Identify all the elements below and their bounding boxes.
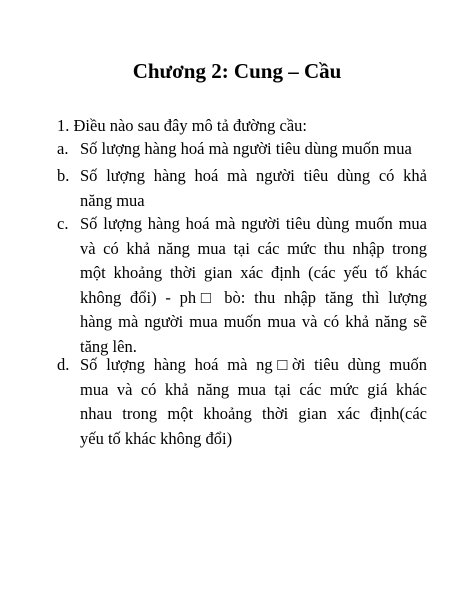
option-marker: a. [57, 139, 69, 158]
option-line: Số lượng hàng hoá mà người tiêu dùng muốn mua [80, 139, 412, 158]
option-line: năng mua [80, 190, 145, 210]
option-line: và có khả năng mua tại các mức thu nhập trong [80, 238, 427, 258]
chapter-title: Chương 2: Cung – Cầu [132, 59, 342, 83]
option-line: không đổi) - ph□ bò: thu nhập tăng thì lượng [80, 287, 427, 307]
answer-option-b [57, 164, 427, 213]
option-line: nhau trong một khoảng thời gian xác định(các [80, 404, 427, 423]
answer-option-d [57, 353, 427, 451]
option-line: tăng lên. [80, 336, 137, 356]
option-line: Số lượng hàng hoá mà ng□ời tiêu dùng muốn [80, 355, 427, 374]
option-marker: d. [57, 355, 70, 374]
answer-option-c [57, 212, 427, 359]
option-line: một khoảng thời gian xác định (các yếu tố khác [80, 263, 427, 282]
answer-option-a [57, 137, 427, 162]
option-line: Số lượng hàng hoá mà người tiêu dùng muốn mua [80, 214, 427, 233]
option-marker: c. [57, 214, 69, 233]
option-marker: b. [57, 166, 70, 185]
option-line: mua và có khả năng mua tại các mức giá khác [80, 379, 427, 399]
option-line: Số lượng hàng hoá mà người tiêu dùng có khả [80, 166, 427, 185]
option-line: yếu tố khác không đổi) [80, 428, 233, 448]
question-text: 1. Điều nào sau đây mô tả đường cầu: [57, 116, 307, 135]
option-line: hàng mà người mua muốn mua và có khả năng sẽ [80, 312, 427, 331]
